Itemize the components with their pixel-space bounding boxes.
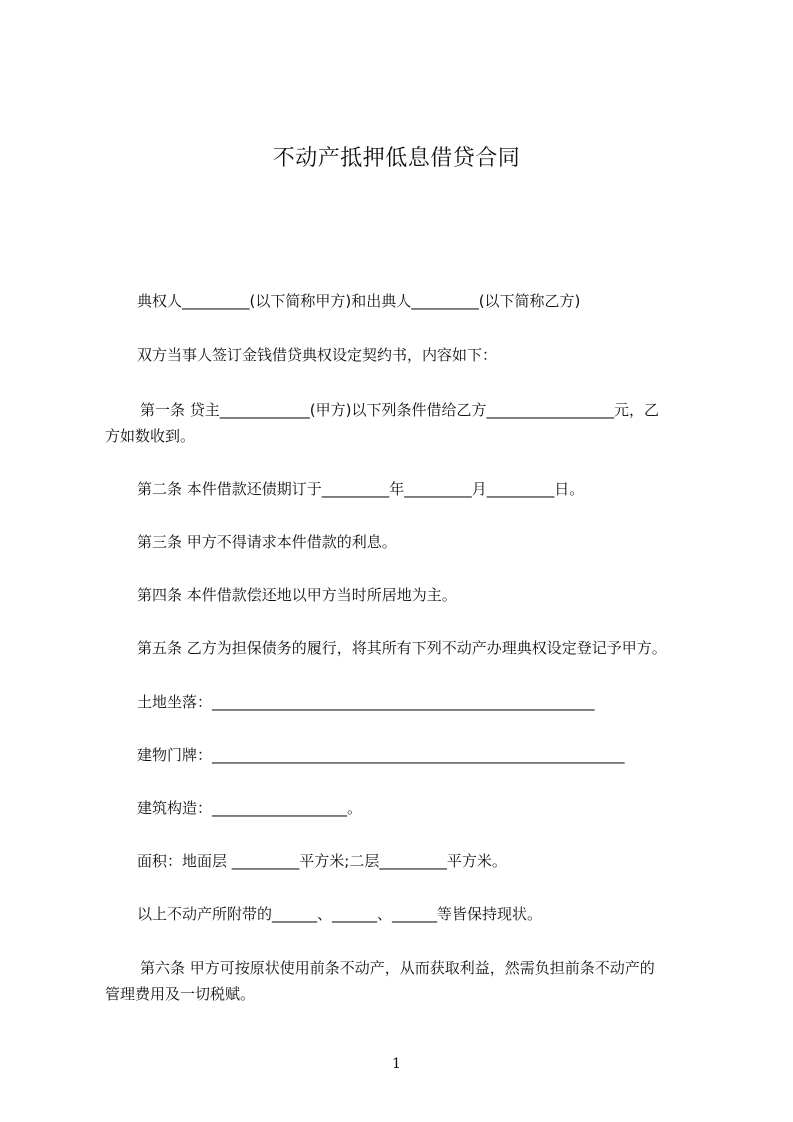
article-1-line-1: 第一条 贷主____________(甲方)以下列条件借给乙方_________________元，乙 — [140, 401, 659, 419]
attached-items-field: 以上不动产所附带的______、______、______等皆保持现状。 — [137, 905, 543, 923]
page-number: 1 — [392, 1056, 401, 1072]
article-2: 第二条 本件借款还债期订于_________年_________月_________日。 — [137, 480, 585, 498]
intro-paragraph: 双方当事人签订金钱借贷典权设定契约书，内容如下： — [137, 346, 498, 364]
article-5: 第五条 乙方为担保债务的履行，将其所有下列不动产办理典权设定登记予甲方。 — [137, 639, 667, 657]
article-4: 第四条 本件借款偿还地以甲方当时所居地为主。 — [137, 586, 457, 604]
article-6-line-1: 第六条 甲方可按原状使用前条不动产，从而获取利益，然需负担前条不动产的 — [140, 959, 655, 977]
building-plate-field: 建物门牌：_______________________________________________________ — [137, 746, 625, 764]
parties-paragraph: 典权人_________(以下简称甲方)和出典人_________(以下简称乙方) — [137, 292, 581, 310]
article-6-line-2: 管理费用及一切税赋。 — [105, 985, 256, 1003]
area-field: 面积：地面层 _________平方米;二层_________平方米。 — [137, 852, 507, 870]
land-location-field: 土地坐落：___________________________________________________ — [137, 693, 595, 711]
document-title: 不动产抵押低息借贷合同 — [272, 146, 521, 171]
article-3: 第三条 甲方不得请求本件借款的利息。 — [137, 533, 397, 551]
article-1-line-2: 方如数收到。 — [105, 427, 196, 445]
structure-field: 建筑构造：__________________。 — [137, 799, 363, 817]
